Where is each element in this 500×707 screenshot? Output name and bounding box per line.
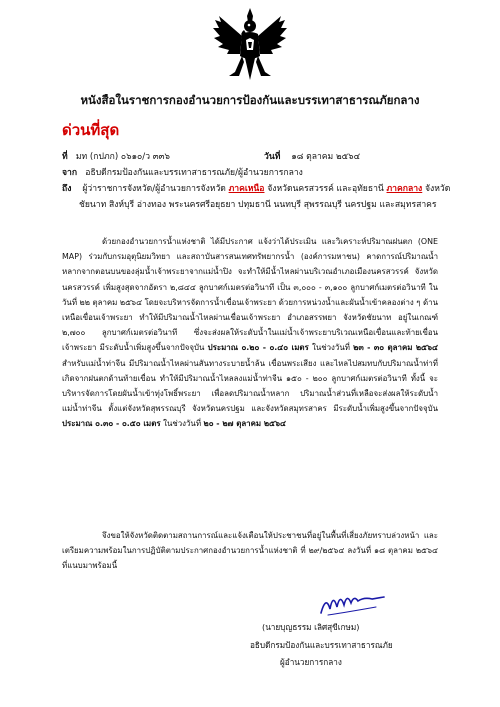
para1-text-g: ในช่วงวันที่: [163, 419, 202, 429]
ref-number: มท (กปภก) ๐๖๑๐/ว ๓๓๖: [75, 152, 170, 162]
region-central: ภาคกลาง: [386, 184, 423, 194]
from-label: จาก: [62, 168, 78, 178]
memo-heading: หนังสือในราชการกองอำนวยการป้องกันและบรรเทาสาธารณภัยกลาง: [80, 93, 420, 107]
from-line: [62, 167, 303, 179]
ref-label: ที่: [62, 152, 68, 162]
signer-title-1: อธิบดีกรมป้องกันและบรรเทาสาธารณภัย: [250, 640, 393, 650]
date-line: [264, 151, 360, 163]
to-line-2: ชัยนาท สิงห์บุรี อ่างทอง พระนครศรีอยุธยา ปทุมธานี นนทบุรี สุพรรณบุรี นครปฐม และสมุทรสาคร: [79, 200, 437, 210]
urgency-label: ด่วนที่สุด: [62, 121, 120, 139]
para1-text-a: ด้วยกองอำนวยการน้ำแห่งชาติ ได้มีประกาศ แจ้งว่าได้ประเมิน และวิเคราะห์ปริมาณฝนตก (ONE MAP) ร่วมกับกรมอุตุนิยมวิทยา และสถาบันสารสนเทศทรัพยากรน้ำ (องค์การมหาชน) คาดการณ์ปริมาณน้ำหลากจากตอนบนของลุ่มน้ำเจ้าพระยาจากแม่น้ำปิง จะทำให้มีน้ำไหลผ่านบริเวณอำเภอเมืองนครสวรรค์ จังหวัดนครสวรรค์ เพิ่มสูงสุดจากอัตรา ๒,๘๔๔ ลูกบาศก์เมตรต่อวินาที เป็น ๓,๐๐๐ - ๓,๑๐๐ ลูกบาศก์เมตรต่อวินาที ในวันที่ ๒๒ ตุลาคม ๒๕๖๔ โดยจะบริหารจัดการน้ำเขื่อนเจ้าพระยา ด้วยการหน่วงน้ำและผันน้ำเข้าคลองต่าง ๆ ด้านเหนือเขื่อนเจ้าพระยา ทำให้มีปริมาณน้ำไหลผ่านเขื่อนเจ้าพระยา อำเภอสรรพยา จังหวัดชัยนาท อยู่ในเกณฑ์ ๒,๗๐๐ ลูกบาศก์เมตรต่อวินาที ซึ่งจะส่งผลให้ระดับน้ำในแม่น้ำเจ้าพระยาบริเวณเหนือเขื่อนและท้ายเขื่อนเจ้าพระยา มีระดับน้ำเพิ่มสูงขึ้นจากปัจจุบัน: [62, 237, 438, 353]
signer-title-2: ผู้อำนวยการกลาง: [280, 657, 342, 667]
signer-name: (นายบุญธรรม เลิศสุขีเกษม): [262, 622, 360, 632]
reference-line: [62, 151, 170, 163]
to-recipient: ผู้ว่าราชการจังหวัด/ผู้อำนวยการจังหวัด: [82, 184, 226, 194]
to-provinces-north: จังหวัดนครสวรรค์ และอุทัยธานี: [267, 184, 384, 194]
date-value: ๑๘ ตุลาคม ๒๕๖๔: [291, 152, 361, 162]
body-paragraph-2: [62, 528, 438, 574]
to-line: [62, 183, 450, 195]
para2-text: จึงขอให้จังหวัดติดตามสถานการณ์และแจ้งเตือนให้ประชาชนที่อยู่ในพื้นที่เสี่ยงภัยทราบล่วงหน้า และเตรียมความพร้อมในการปฏิบัติตามประกาศกองอำนวยการน้ำแห่งชาติ ที่ ๒๙/๒๕๖๔ ลงวันที่ ๑๘ ตุลาคม ๒๕๖๔ ที่แนบมาพร้อมนี้: [62, 531, 438, 571]
para1-level-2: ประมาณ ๐.๓๐ - ๐.๕๐ เมตร: [62, 419, 161, 429]
body-paragraph-1: [62, 234, 438, 432]
para1-dates-1: ๒๓ - ๓๐ ตุลาคม ๒๕๖๔: [353, 343, 439, 353]
region-north: ภาคเหนือ: [228, 184, 265, 194]
to-province-word: จังหวัด: [424, 184, 451, 194]
date-label: วันที่: [264, 152, 281, 162]
para1-text-e: สำหรับแม่น้ำท่าจีน มีปริมาณน้ำไหลผ่านสันทางระบายน้ำล้น เขื่อนพระเสียง และไหลไปสมทบกับปริมาณน้ำท่าที่เกิดจากฝนตกด้านท้ายเขื่อน ทำให้มีปริมาณน้ำไหลลงแม่น้ำท่าจีน ๑๕๐ - ๒๐๐ ลูกบาศก์เมตรต่อวินาที ทั้งนี้ จะบริหารจัดการโดยผันน้ำเข้าทุ่งโพธิ์พระยา เพื่อลดปริมาณน้ำหลาก ปริมาณน้ำส่วนที่เหลือจะส่งผลให้ระดับน้ำแม่น้ำท่าจีน ตั้งแต่จังหวัดสุพรรณบุรี จังหวัดนครปฐม และจังหวัดสมุทรสาคร มีระดับน้ำเพิ่มสูงขึ้นจากปัจจุบัน: [62, 358, 438, 414]
signature-image: [318, 585, 388, 619]
para1-text-c: ในช่วงวันที่: [312, 343, 350, 353]
para1-dates-2: ๒๐ - ๒๗ ตุลาคม ๒๕๖๔: [203, 419, 286, 429]
to-label: ถึง: [62, 184, 72, 194]
from-value: อธิบดีกรมป้องกันและบรรเทาสาธารณภัย/ผู้อำนวยการกลาง: [85, 168, 303, 178]
para1-level-1: ประมาณ ๐.๒๐ - ๐.๔๐ เมตร: [207, 343, 309, 353]
garuda-emblem-icon: [211, 6, 289, 86]
